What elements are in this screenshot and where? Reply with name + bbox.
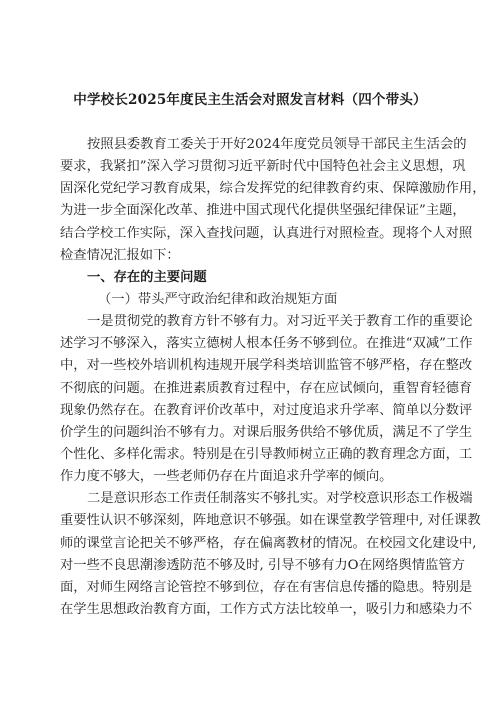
text-line: 固深化党纪学习教育成果，综合发挥党的纪律教育约束、保障激励作用， [60,181,486,197]
text-line: 按照县委教育工委关于开好2024年度党员领导干部民主生活会的 [87,137,467,152]
paragraph-2 [60,488,481,621]
document-body [60,134,486,621]
text-line: 一是贯彻党的教育方针不够有力。对习近平关于教育工作的重要论 [87,314,473,330]
subsection-heading: （一）带头严守政治纪律和政治规矩方面 [98,291,338,307]
text-line: 检查情况汇报如下： [60,247,180,263]
text-line: 在学生思想政治教育方面，工作方式方法比较单一，吸引力和感染力不 [60,601,473,617]
text-line: 二是意识形态工作责任制落实不够扎实。对学校意识形态工作极端 [87,491,473,507]
paragraph-1 [60,311,473,488]
text-line: 重要性认识不够深刻，阵地意识不够强。如在课堂教学管理中, 对任课教 [60,513,481,529]
text-line: 面，对师生网络言论管控不够到位，存在有害信息传播的隐患。特别是 [60,579,473,595]
text-line: 对一些不良思潮渗透防范不够及时, 引导不够有力O在网络舆情监管方 [60,557,465,573]
text-line: 不彻底的问题。在推进素质教育过程中，存在应试倾向，重智育轻德育 [60,380,473,396]
intro-paragraph [60,134,486,267]
text-line: 现象仍然存在。在教育评价改革中，对过度追求升学率、简单以分数评 [60,402,473,418]
text-line: 师的课堂言论把关不够严格，存在偏离教材的情况。在校园文化建设中, [60,535,477,551]
text-line: 作力度不够大，一些老师仍存在片面追求升学率的倾向。 [60,469,393,485]
section-heading: 一、存在的主要问题 [87,269,207,285]
text-line: 述学习不够深入，落实立德树人根本任务不够到位。在推进“双减”工作 [60,336,473,352]
text-line: 要求，我紧扣”深入学习贯彻习近平新时代中国特色社会主义思想，巩 [60,159,466,175]
text-line: 个性化、多样化需求。特别是在引导教师树立正确的教育理念方面，工 [60,446,473,462]
text-line: 结合学校工作实际，深入查找问题，认真进行对照检查。现将个人对照 [60,225,473,241]
document-title: 中学校长2025年度民主生活会对照发言材料（四个带头） [73,92,427,108]
text-line: 中，对一些校外培训机构违规开展学科类培训监管不够严格，存在整改 [60,358,473,374]
text-line: 为进一步全面深化改革、推进中国式现代化提供坚强纪律保证”主题， [60,203,466,219]
text-line: 价学生的问题纠治不够有力。对课后服务供给不够优质，满足不了学生 [60,424,473,440]
